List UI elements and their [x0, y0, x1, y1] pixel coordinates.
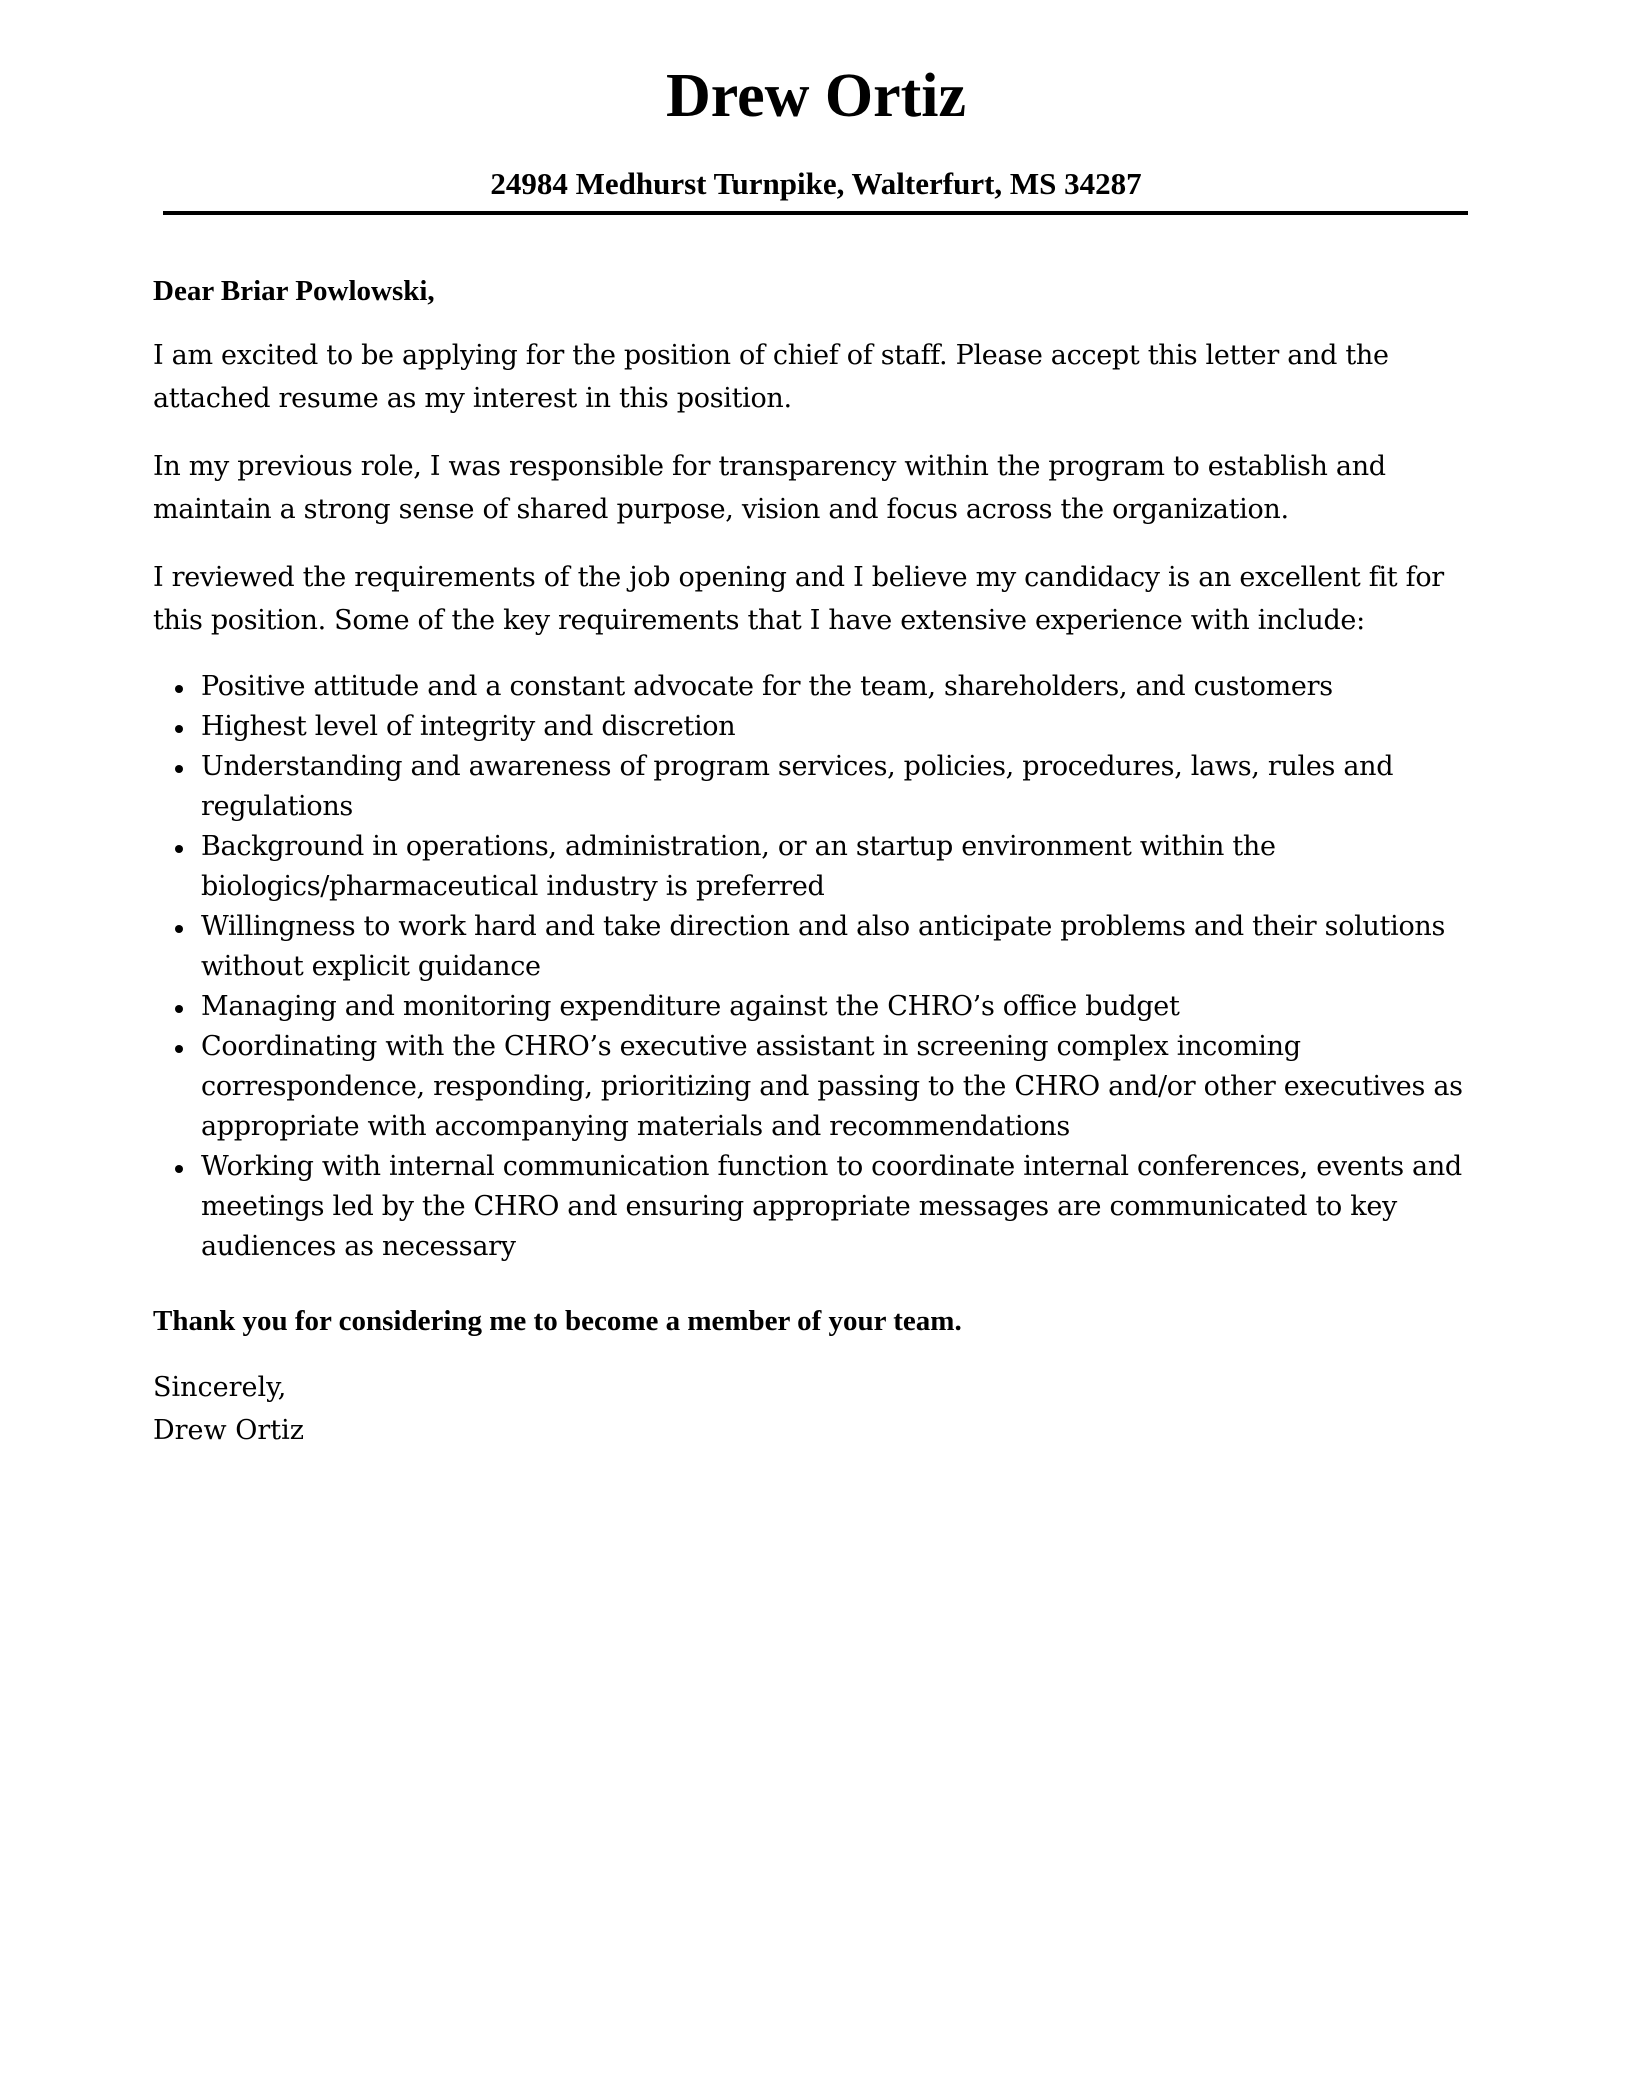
- sender-address: 24984 Medhurst Turnpike, Walterfurt, MS 34287: [490, 166, 1142, 201]
- paragraph-intro: I am excited to be applying for the position of chief of staff. Please accept this letter and the attached resume as my interest in this position.: [153, 340, 1389, 414]
- list-item: [201, 1147, 1483, 1267]
- bullet-icon: [175, 685, 183, 693]
- list-item-text: Background in operations, administration, or an startup environment within the biologics/pharmaceutical industry is preferred: [201, 831, 1276, 902]
- list-item-text: Willingness to work hard and take direction and also anticipate problems and their solutions without explicit guidance: [201, 911, 1446, 982]
- signoff: Sincerely,: [153, 1372, 287, 1403]
- list-item-text: Highest level of integrity and discretion: [201, 711, 736, 742]
- list-item: [201, 667, 1483, 707]
- bullet-icon: [175, 765, 183, 773]
- list-item-text: Managing and monitoring expenditure against the CHRO’s office budget: [201, 991, 1180, 1022]
- bullet-icon: [175, 1165, 183, 1173]
- bullet-icon: [175, 725, 183, 733]
- list-item: [201, 827, 1483, 907]
- list-item: [201, 707, 1483, 747]
- signature-name: Drew Ortiz: [153, 1415, 304, 1446]
- list-item-text: Coordinating with the CHRO’s executive assistant in screening complex incoming correspondence, responding, prioritizing and passing to the CHRO and/or other executives as appropriate with accompanying materials and recommendations: [201, 1031, 1463, 1142]
- list-item-text: Working with internal communication function to coordinate internal conferences, events and meetings led by the CHRO and ensuring appropriate messages are communicated to key audiences as necessary: [201, 1151, 1462, 1262]
- bullet-icon: [175, 1005, 183, 1013]
- salutation: Dear Briar Powlowski,: [153, 275, 435, 307]
- paragraph-requirements-intro: I reviewed the requirements of the job opening and I believe my candidacy is an excellent fit for this position. Some of the key requirements that I have extensive experience with include:: [153, 562, 1444, 636]
- header-divider: [163, 211, 1468, 215]
- list-item: [201, 987, 1483, 1027]
- list-item: [201, 747, 1483, 827]
- requirements-list: [153, 667, 1483, 1267]
- list-item-text: Understanding and awareness of program services, policies, procedures, laws, rules and regulations: [201, 751, 1394, 822]
- bullet-icon: [175, 925, 183, 933]
- bullet-icon: [175, 1045, 183, 1053]
- closing-line: Thank you for considering me to become a member of your team.: [153, 1305, 962, 1337]
- letter-body: [153, 270, 1483, 1452]
- paragraph-previous-role: In my previous role, I was responsible for transparency within the program to establish and maintain a strong sense of shared purpose, vision and focus across the organization.: [153, 451, 1386, 525]
- bullet-icon: [175, 845, 183, 853]
- sender-name: Drew Ortiz: [665, 62, 967, 130]
- list-item: [201, 1027, 1483, 1147]
- list-item: [201, 907, 1483, 987]
- list-item-text: Positive attitude and a constant advocate for the team, shareholders, and customers: [201, 671, 1333, 702]
